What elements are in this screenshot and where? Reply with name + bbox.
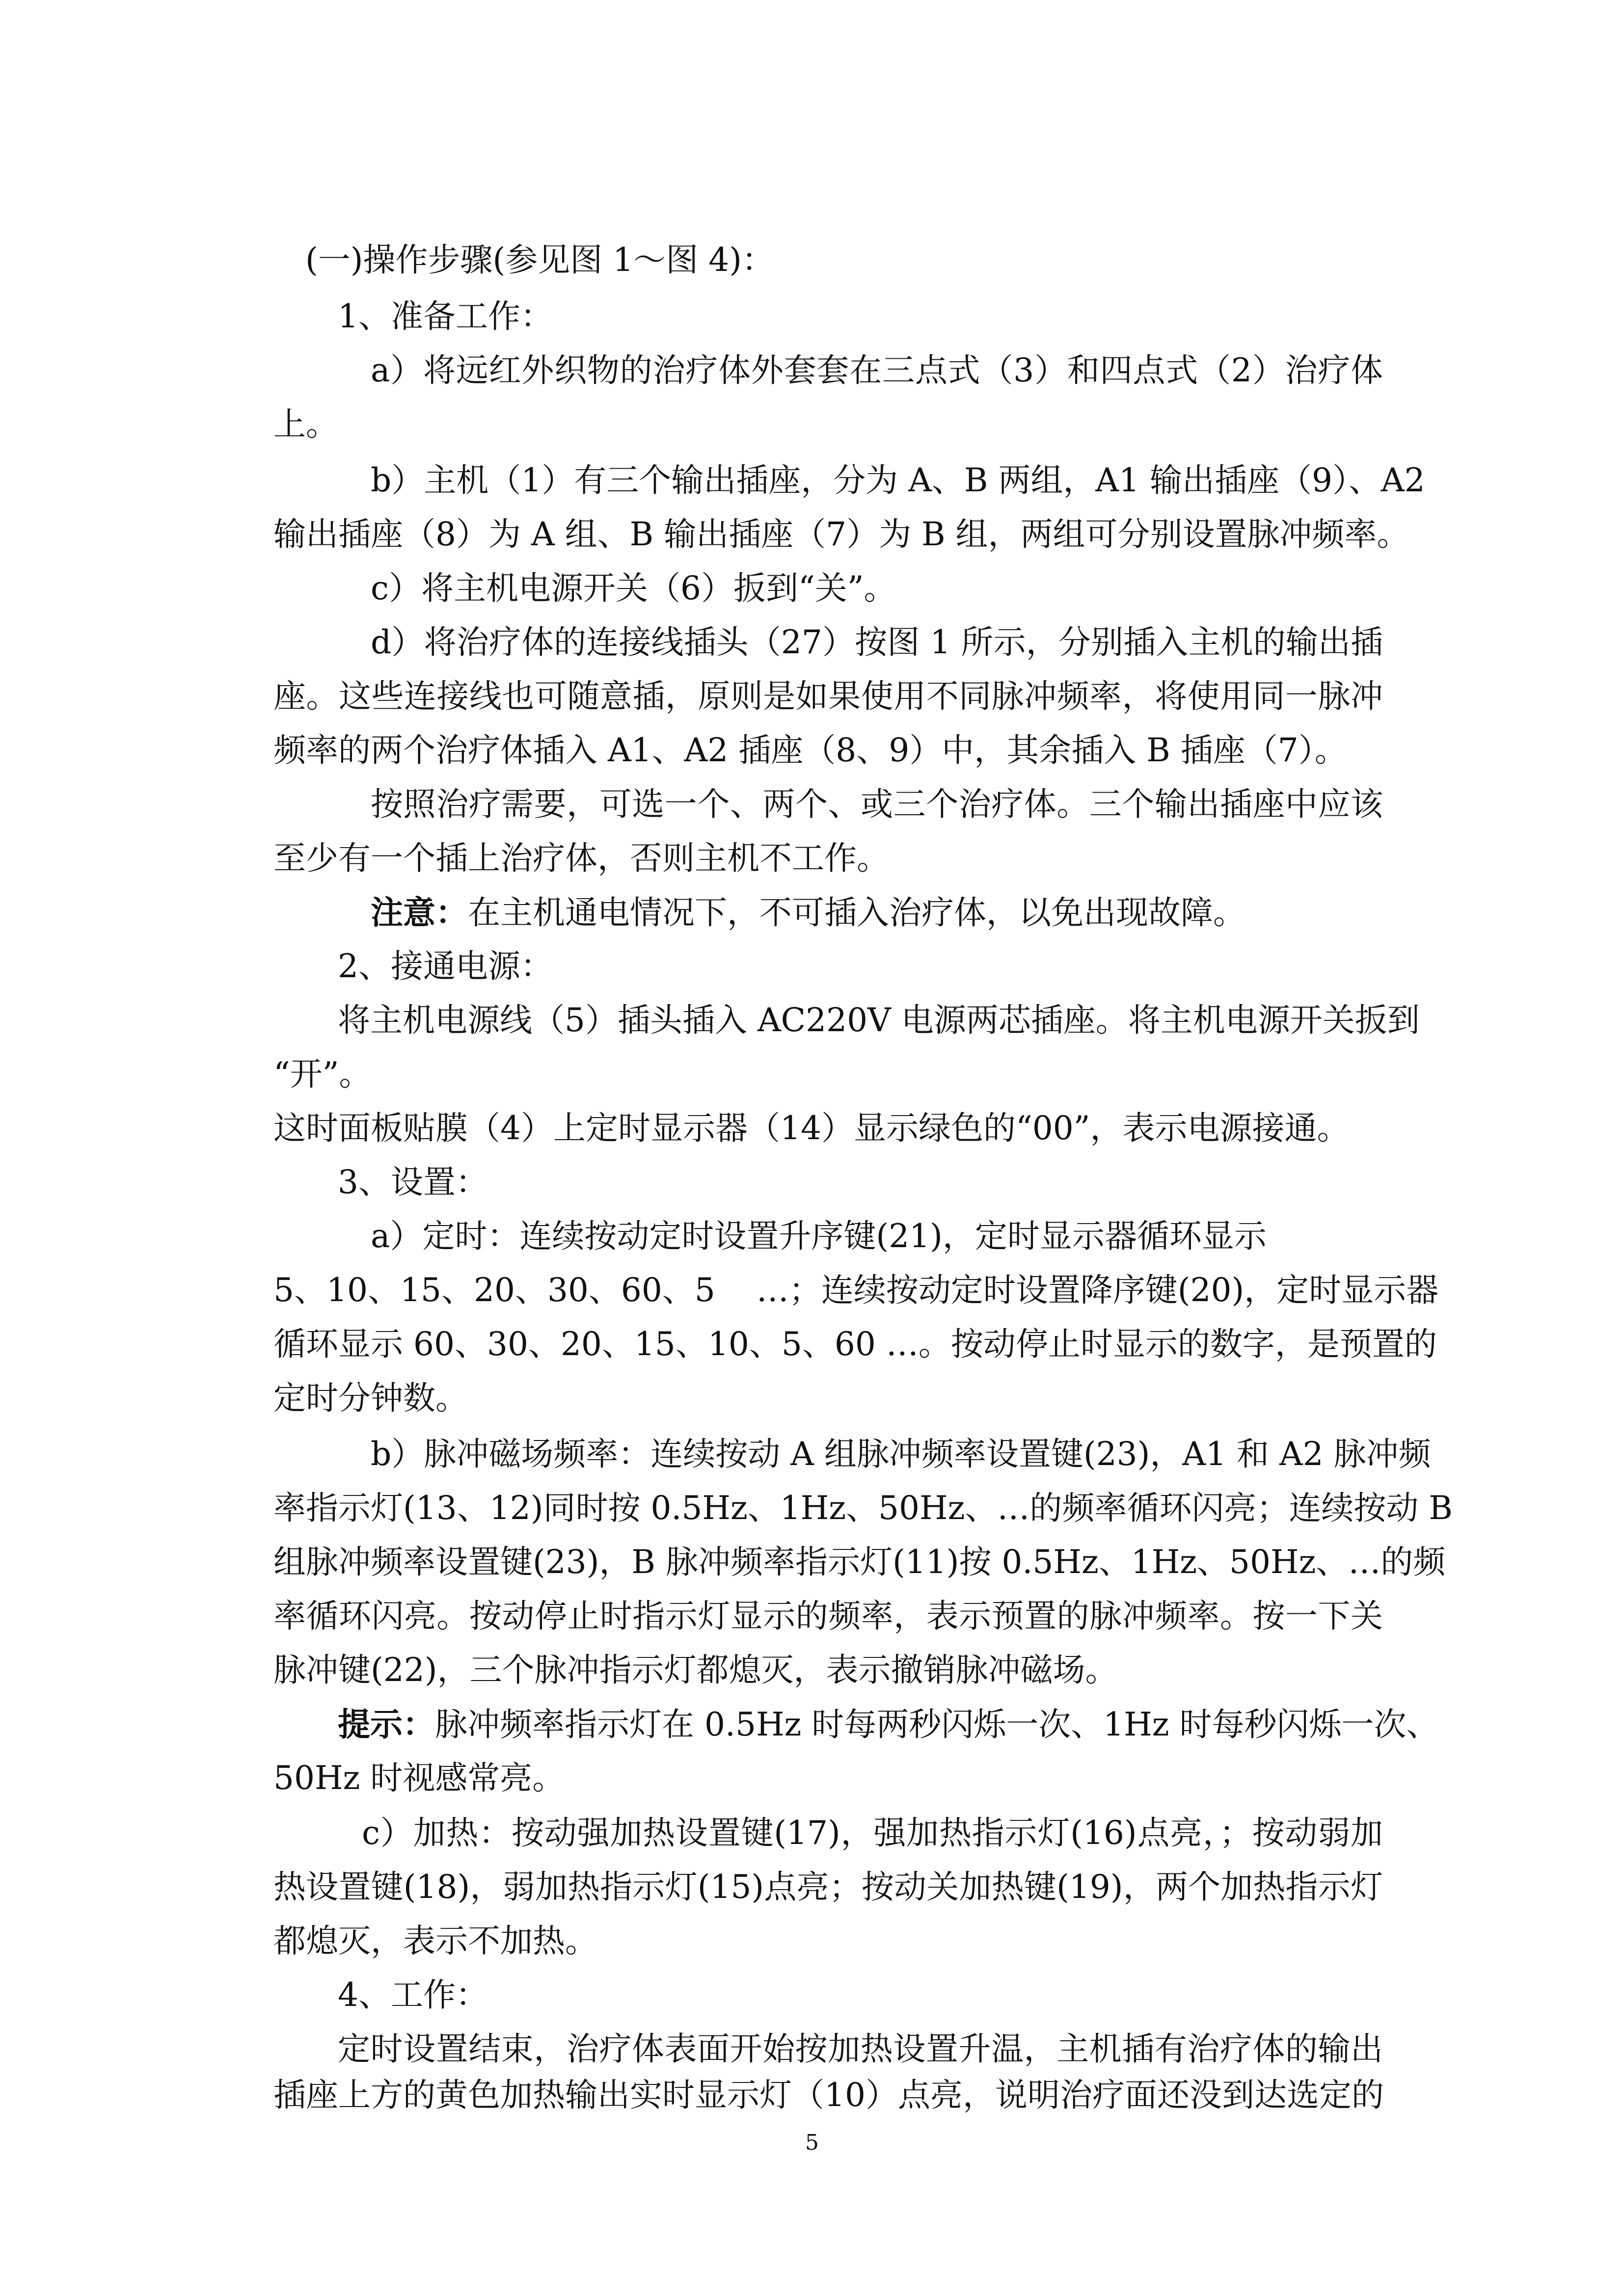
- work-line2: 插座上方的黄色加热输出实时显示灯（10）点亮，说明治疗面还没到达选定的: [273, 2076, 1384, 2114]
- prep-item-d-line2: 座。这些连接线也可随意插，原则是如果使用不同脉冲频率，将使用同一脉冲: [273, 677, 1383, 715]
- setup-item-b-line2: 率指示灯(13、12)同时按 0.5Hz、1Hz、50Hz、…的频率循环闪亮；连续按动 B: [273, 1489, 1453, 1527]
- tip-text: 脉冲频率指示灯在 0.5Hz 时每两秒闪烁一次、1Hz 时每秒闪烁一次、: [435, 1706, 1439, 1743]
- setup-item-c-line2: 热设置键(18)，弱加热指示灯(15)点亮；按动关加热键(19)，两个加热指示灯: [273, 1868, 1383, 1906]
- prep-item-c: c）将主机电源开关（6）扳到“关”。: [371, 569, 896, 607]
- step-title-power: 2、接通电源：: [338, 947, 553, 985]
- note-label: 注意：: [371, 893, 468, 932]
- section-heading: (一)操作步骤(参见图 1～图 4)：: [305, 241, 774, 279]
- prep-item-d-line1: d）将治疗体的连接线插头（27）按图 1 所示，分别插入主机的输出插: [371, 623, 1383, 661]
- power-line3: 这时面板贴膜（4）上定时显示器（14）显示绿色的“00”，表示电源接通。: [273, 1109, 1350, 1147]
- work-line1: 定时设置结束，治疗体表面开始按加热设置升温，主机插有治疗体的输出: [338, 2030, 1383, 2068]
- setup-tip-line1: [338, 1705, 1439, 1743]
- setup-item-c-line3: 都熄灭，表示不加热。: [273, 1922, 597, 1960]
- prep-item-b-line1: b）主机（1）有三个输出插座，分为 A、B 两组，A1 输出插座（9）、A2: [371, 461, 1425, 499]
- prep-item-d-line3: 频率的两个治疗体插入 A1、A2 插座（8、9）中，其余插入 B 插座（7）。: [273, 731, 1347, 769]
- page-number: 5: [805, 2130, 819, 2155]
- setup-item-b-line3: 组脉冲频率设置键(23)，B 脉冲频率指示灯(11)按 0.5Hz、1Hz、50Hz、…的频: [273, 1543, 1446, 1581]
- setup-item-b-line5: 脉冲键(22)，三个脉冲指示灯都熄灭，表示撤销脉冲磁场。: [273, 1651, 1118, 1689]
- prep-paragraph-line1: 按照治疗需要，可选一个、两个、或三个治疗体。三个输出插座中应该: [371, 785, 1383, 823]
- setup-item-a-line4: 定时分钟数。: [273, 1379, 468, 1417]
- prep-item-a-line1: a）将远红外织物的治疗体外套套在三点式（3）和四点式（2）治疗体: [371, 351, 1383, 389]
- setup-item-a-line1: a）定时：连续按动定时设置升序键(21)，定时显示器循环显示: [371, 1217, 1267, 1255]
- prep-note: [371, 893, 1245, 932]
- step-title-prep: 1、准备工作：: [338, 297, 553, 335]
- setup-tip-line2: 50Hz 时视感常亮。: [273, 1759, 565, 1797]
- setup-item-b-line1: b）脉冲磁场频率：连续按动 A 组脉冲频率设置键(23)，A1 和 A2 脉冲频: [371, 1435, 1431, 1473]
- setup-item-a-line3: 循环显示 60、30、20、15、10、5、60 …。按动停止时显示的数字，是预置的: [273, 1325, 1437, 1363]
- step-title-work: 4、工作：: [338, 1976, 488, 2014]
- setup-item-b-line4: 率循环闪亮。按动停止时指示灯显示的频率，表示预置的脉冲频率。按一下关: [273, 1597, 1383, 1635]
- tip-label: 提示：: [338, 1705, 435, 1743]
- prep-paragraph-line2: 至少有一个插上治疗体，否则主机不工作。: [273, 839, 889, 877]
- prep-item-b-line2: 输出插座（8）为 A 组、B 输出插座（7）为 B 组，两组可分别设置脉冲频率。: [273, 515, 1409, 553]
- prep-item-a-line2: 上。: [273, 405, 338, 443]
- step-title-setup: 3、设置：: [338, 1163, 488, 1201]
- note-text: 在主机通电情况下，不可插入治疗体，以免出现故障。: [468, 894, 1245, 932]
- power-line1: 将主机电源线（5）插头插入 AC220V 电源两芯插座。将主机电源开关扳到: [338, 1001, 1420, 1039]
- setup-item-c-line1: c）加热：按动强加热设置键(17)，强加热指示灯(16)点亮，；按动弱加: [362, 1814, 1383, 1852]
- power-line2: “开”。: [273, 1055, 372, 1093]
- setup-item-a-line2: 5、10、15、20、30、60、5 …；连续按动定时设置降序键(20)，定时显示器: [273, 1271, 1439, 1309]
